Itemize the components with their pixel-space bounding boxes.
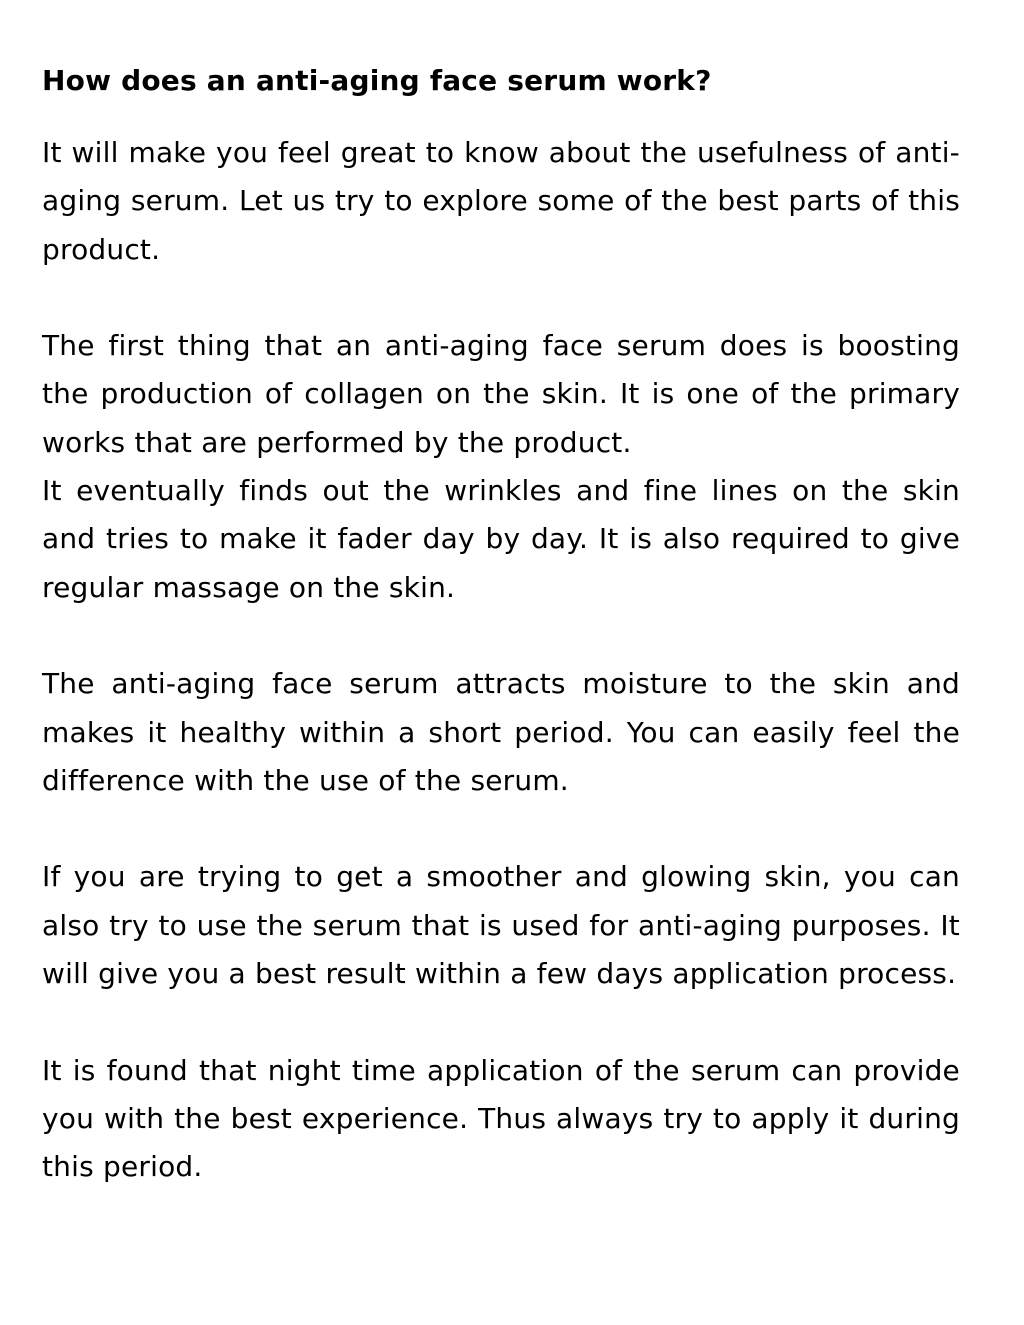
paragraph-text: It eventually finds out the wrinkles and fine lines on the skin and tries to make it fader day by day. It is also required to give regular massage on the skin. — [42, 474, 960, 604]
paragraph-moisture — [42, 660, 960, 805]
paragraph-intro — [42, 129, 960, 274]
paragraph-text: The first thing that an anti-aging face serum does is boosting the production of collagen on the skin. It is one of the primary works that are performed by the product. — [42, 329, 960, 459]
document-page — [42, 52, 960, 1240]
paragraph-text: It is found that night time application of the serum can provide you with the best experience. Thus always try to apply it during this period. — [42, 1053, 960, 1184]
paragraph-text: The anti-aging face serum attracts moisture to the skin and makes it healthy within a short period. You can easily feel the difference with the use of the serum. — [42, 667, 960, 797]
paragraph-text: It will make you feel great to know about the usefulness of anti-aging serum. Let us try to explore some of the best parts of this product. — [42, 136, 960, 266]
paragraph-smoother-skin — [42, 853, 960, 998]
paragraph-night-time — [42, 1047, 960, 1192]
paragraph-collagen — [42, 322, 960, 612]
paragraph-text: If you are trying to get a smoother and glowing skin, you can also try to use the serum that is used for anti-aging purposes. It will give you a best result within a few days application process. — [42, 860, 960, 991]
page-title: How does an anti-aging face serum work? — [42, 64, 712, 97]
